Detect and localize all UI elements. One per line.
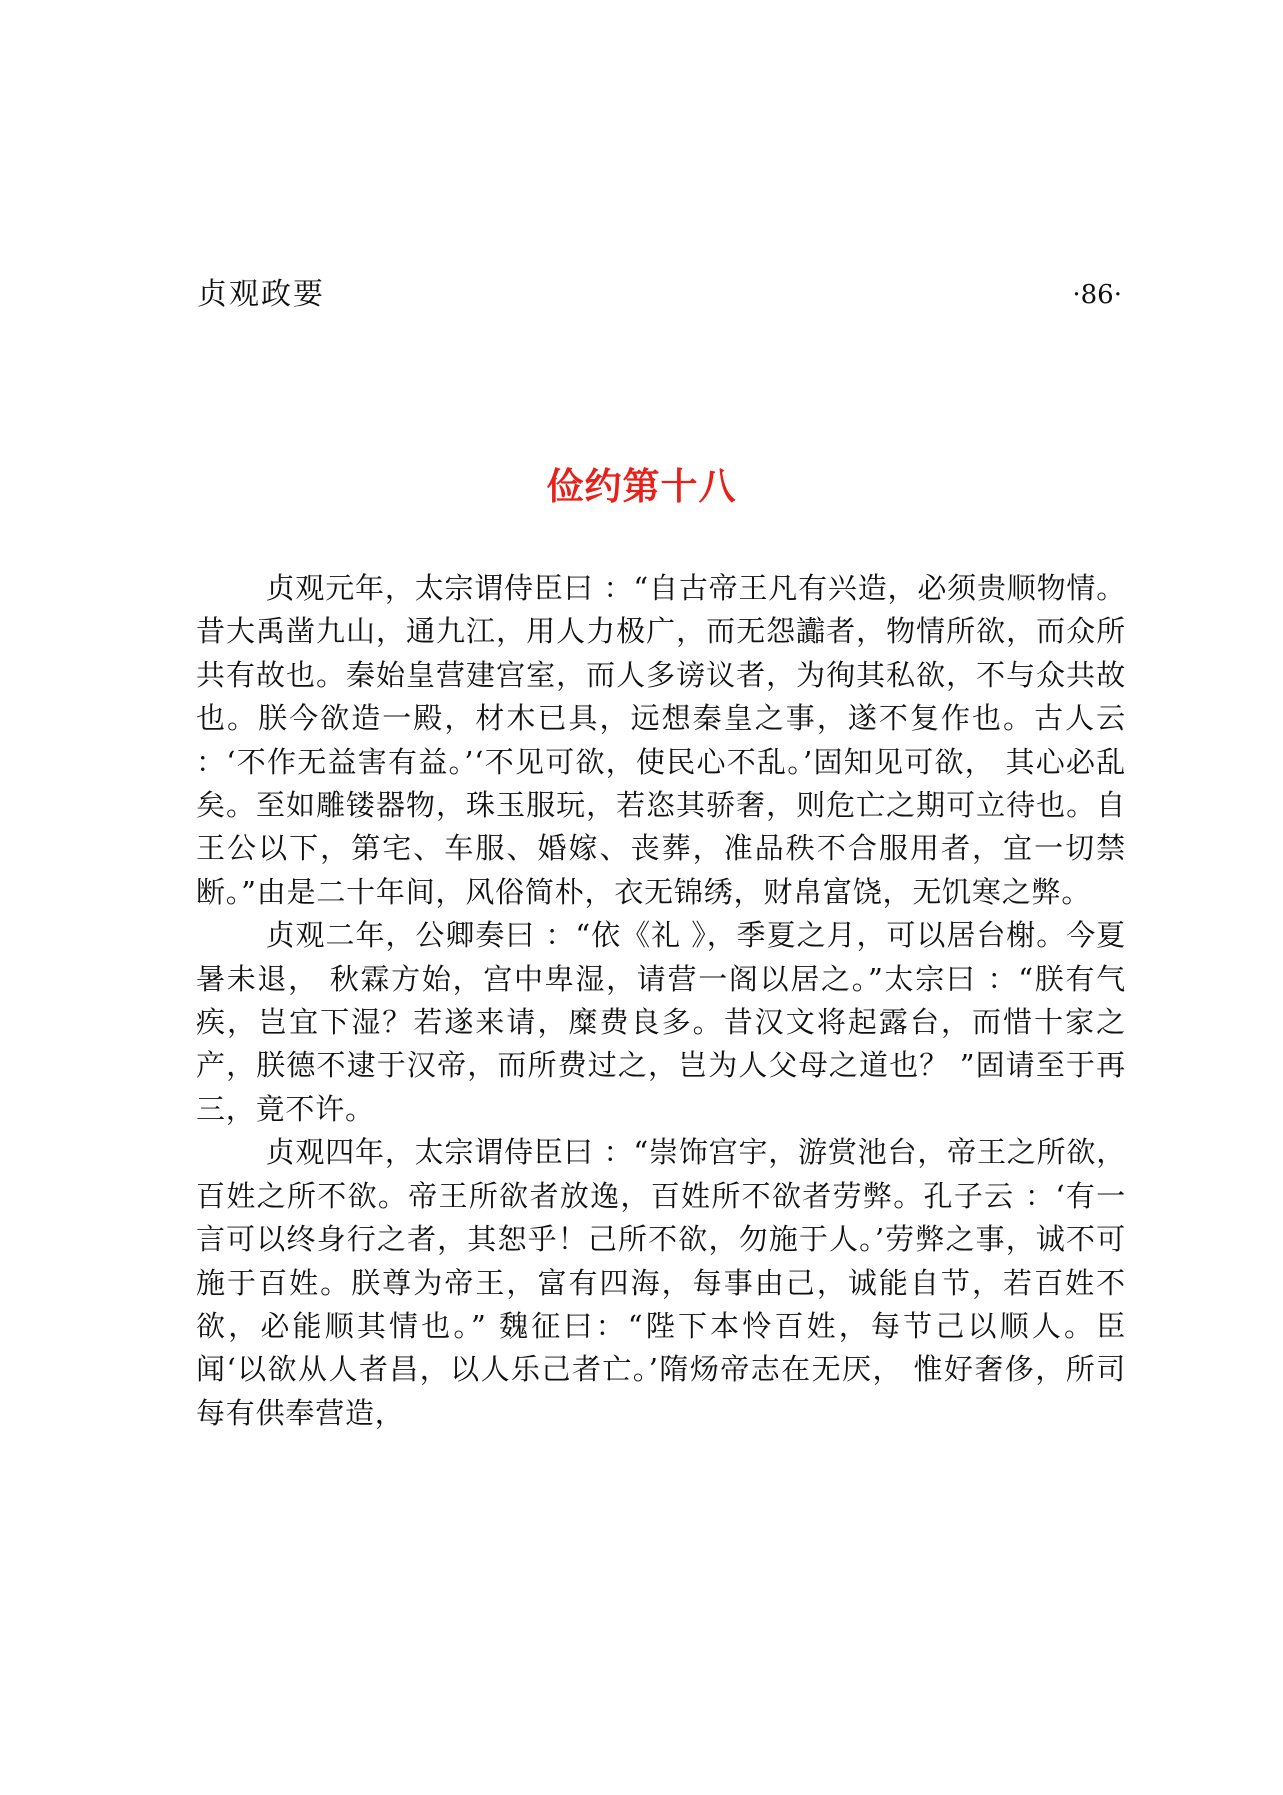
page-number: ·86· xyxy=(1072,280,1122,310)
book-title: 贞观政要 xyxy=(197,277,325,312)
running-header xyxy=(197,270,1122,320)
paragraph: 贞观二年，公卿奏曰 ：“依《礼 》，季夏之月，可以居台榭。今夏暑未退， 秋霖方始，宫中卑湿，请营一阁以居之。”太宗曰 ：“朕有气疾，岂宜下湿？若遂来请，糜费良多。昔汉文将起露台，而惜十家之产，朕德不逮于汉帝，而所费过之，岂为人父母之道也？ ”固请至于再三，竟不许。 xyxy=(196,918,1126,1126)
chapter-title: 俭约第十八 xyxy=(546,465,737,508)
body-text xyxy=(196,567,1126,1435)
paragraph: 贞观四年，太宗谓侍臣曰 ：“崇饰宫宇，游赏池台，帝王之所欲，百姓之所不欲。帝王所欲者放逸，百姓所不欲者劳弊。孔子云 ：‘有一言可以终身行之者，其恕乎！己所不欲，勿施于人。’劳弊之事，诚不可施于百姓。朕尊为帝王，富有四海，每事由己，诚能自节，若百姓不欲，必能顺其情也。” 魏征曰：“陛下本怜百姓，每节己以顺人。臣闻‘以欲从人者昌，以人乐己者亡。’隋炀帝志在无厌， 惟好奢侈，所司每有供奉营造， xyxy=(196,1135,1126,1430)
paragraph: 贞观元年，太宗谓侍臣曰 ：“自古帝王凡有兴造，必须贵顺物情。昔大禹凿九山，通九江，用人力极广，而无怨讟者，物情所欲，而众所共有故也。秦始皇营建宫室，而人多谤议者，为徇其私欲，不与众共故也。朕今欲造一殿，材木已具，远想秦皇之事，遂不复作也。古人云 ：‘不作无益害有益。’‘不见可欲，使民心不乱。’固知见可欲， 其心必乱矣。至如雕镂器物，珠玉服玩，若恣其骄奢，则危亡之期可立待也。自王公以下，第宅、车服、婚嫁、丧葬，准品秩不合服用者，宜一切禁断。”由是二十年间，风俗简朴，衣无锦绣，财帛富饶，无饥寒之弊。 xyxy=(196,571,1126,909)
